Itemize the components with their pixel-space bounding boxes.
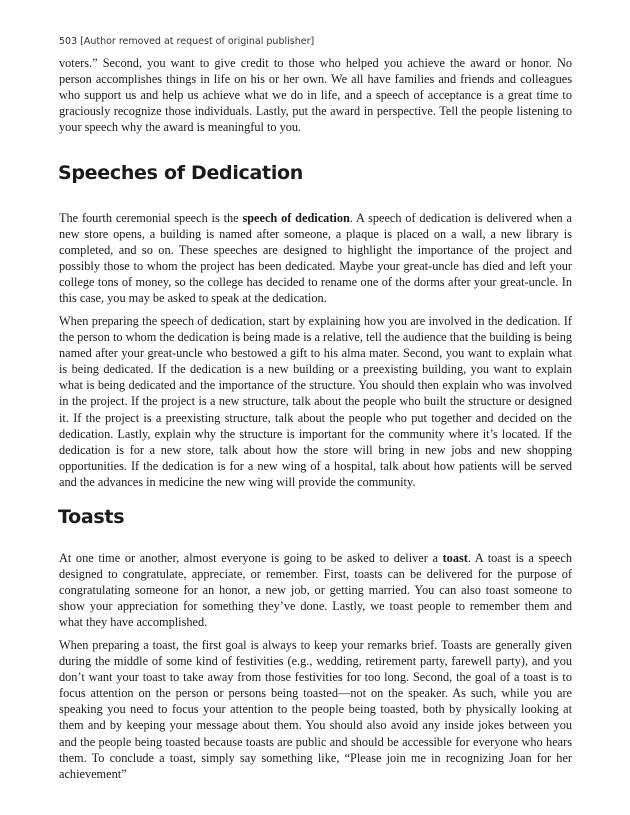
paragraph-dedication-1: [59, 210, 572, 307]
paragraph-toasts-2: When preparing a toast, the first goal is always to keep your remarks brief. Toasts are generally given during the middle of some kind of festivities (e.g., wedding, retirement party, farewell party), and you don’t want your toast to take away from those festivities for too long. Second, the goal of a toast is to focus attention on the person or persons being toasted—not on the speaker. As such, while you are speaking you need to focus your attention to the people being toasted, both by physically looking at them and by keeping your message about them. You should also avoid any inside jokes between you and the people being toasted because toasts are public and should be accessible for everyone who hears them. To conclude a toast, simply say something like, “Please join me in recognizing Joan for her achievement”: [59, 638, 572, 781]
text-run: The fourth ceremonial speech is the: [59, 211, 243, 225]
text-run: . A toast is a speech designed to congratulate, appreciate, or remember. First, toasts can be delivered for the purpose of congratulating someone for an honor, a new job, or getting married. You can also toast someone to show your appreciation for something they’ve done. Lastly, we toast people to remember them and what they have accomplished.: [59, 551, 572, 630]
key-term-toast: toast: [442, 551, 468, 565]
section-heading-dedication: Speeches of Dedication: [58, 162, 304, 184]
paragraph-toasts-1: [59, 550, 572, 630]
section-heading-toasts: Toasts: [58, 506, 125, 528]
running-head: 503 [Author removed at request of original publisher]: [59, 36, 315, 47]
paragraph-intro: voters.” Second, you want to give credit to those who helped you achieve the award or honor. No person accomplishes things in life on his or her own. We all have families and friends and colleagues who support us and help us achieve what we do in life, and a speech of acceptance is a great time to graciously recognize those individuals. Lastly, put the award in perspective. Tell the people listening to your speech why the award is meaningful to you.: [59, 56, 572, 135]
text-run: At one time or another, almost everyone is going to be asked to deliver a: [59, 551, 443, 565]
key-term-speech-of-dedication: speech of dedication: [242, 211, 350, 225]
paragraph-dedication-2: When preparing the speech of dedication, start by explaining how you are involved in the dedication. If the person to whom the dedication is being made is a relative, tell the audience that the building is being named after your great-uncle who bestowed a gift to his alma mater. Second, you want to explain what is being dedicated. If the dedication is a new building or a preexisting building, you want to explain what is being dedicated and the importance of the structure. You should then explain who was involved in the project. If the project is a new structure, talk about the people who built the structure or designed it. If the project is a preexisting structure, talk about the people who put together and decided on the dedication. Lastly, explain why the structure is important for the community where it’s located. If the dedication is for a new store, talk about how the store will bring in new jobs and new shopping opportunities. If the dedication is for a new wing of a hospital, talk about how patients will be served and the advances in medicine the new wing will provide the community.: [59, 314, 572, 489]
text-run: . A speech of dedication is delivered when a new store opens, a building is named after someone, a plaque is placed on a wall, a new library is completed, and so on. These speeches are designed to highlight the importance of the project and possibly those to whom the project has been dedicated. Maybe your great-uncle has died and left your college tons of money, so the college has decided to rename one of the dorms after your great-uncle. In this case, you may be asked to speak at the dedication.: [59, 211, 572, 306]
